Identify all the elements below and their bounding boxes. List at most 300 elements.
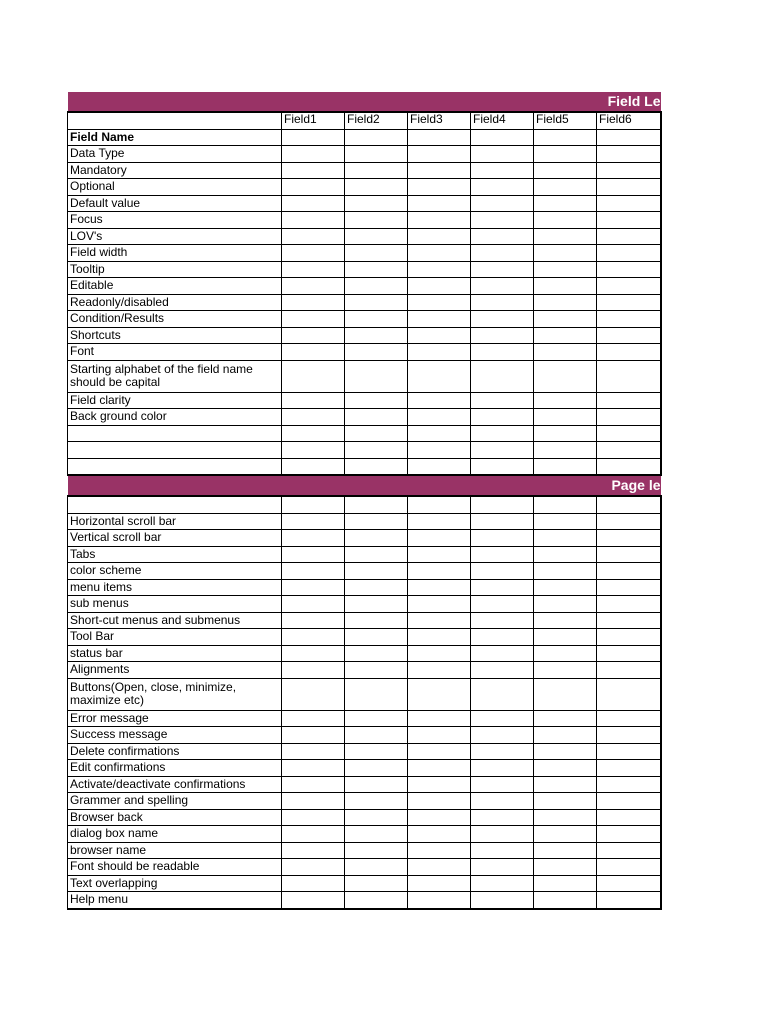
grid-cell[interactable] — [534, 311, 597, 328]
grid-cell[interactable] — [597, 496, 661, 513]
grid-cell[interactable] — [345, 678, 408, 710]
grid-cell[interactable] — [597, 760, 661, 777]
grid-cell[interactable] — [345, 842, 408, 859]
grid-cell[interactable] — [534, 596, 597, 613]
row-label-cell[interactable]: Editable — [68, 278, 282, 295]
row-label-cell[interactable]: sub menus — [68, 596, 282, 613]
row-label-cell[interactable]: Edit confirmations — [68, 760, 282, 777]
grid-cell[interactable] — [534, 629, 597, 646]
grid-cell[interactable] — [408, 776, 471, 793]
grid-cell[interactable] — [597, 344, 661, 361]
grid-cell[interactable] — [408, 278, 471, 295]
grid-cell[interactable] — [345, 360, 408, 392]
grid-cell[interactable] — [282, 760, 345, 777]
grid-cell[interactable] — [408, 245, 471, 262]
grid-cell[interactable] — [534, 458, 597, 475]
grid-cell[interactable] — [282, 261, 345, 278]
grid-cell[interactable] — [345, 496, 408, 513]
grid-cell[interactable] — [534, 859, 597, 876]
grid-cell[interactable] — [534, 195, 597, 212]
grid-cell[interactable] — [282, 162, 345, 179]
grid-cell[interactable] — [471, 645, 534, 662]
grid-cell[interactable] — [534, 579, 597, 596]
grid-cell[interactable] — [345, 146, 408, 163]
grid-cell[interactable] — [471, 129, 534, 146]
grid-cell[interactable] — [408, 327, 471, 344]
grid-cell[interactable] — [471, 612, 534, 629]
grid-cell[interactable] — [345, 612, 408, 629]
grid-cell[interactable] — [282, 727, 345, 744]
grid-cell[interactable] — [471, 710, 534, 727]
grid-cell[interactable] — [534, 212, 597, 229]
row-label-cell[interactable]: Activate/deactivate confirmations — [68, 776, 282, 793]
grid-cell[interactable] — [408, 294, 471, 311]
grid-cell[interactable] — [345, 662, 408, 679]
row-label-cell[interactable]: Back ground color — [68, 409, 282, 426]
grid-cell[interactable] — [408, 409, 471, 426]
grid-cell[interactable] — [471, 563, 534, 580]
grid-cell[interactable] — [345, 179, 408, 196]
grid-cell[interactable] — [408, 425, 471, 442]
row-label-cell[interactable]: Shortcuts — [68, 327, 282, 344]
grid-cell[interactable] — [408, 360, 471, 392]
grid-cell[interactable] — [408, 727, 471, 744]
grid-cell[interactable] — [345, 278, 408, 295]
row-label-cell[interactable]: Optional — [68, 179, 282, 196]
grid-cell[interactable] — [534, 327, 597, 344]
grid-cell[interactable] — [282, 563, 345, 580]
grid-cell[interactable] — [534, 228, 597, 245]
grid-cell[interactable] — [282, 776, 345, 793]
grid-cell[interactable] — [282, 245, 345, 262]
grid-cell[interactable] — [408, 228, 471, 245]
grid-cell[interactable] — [408, 793, 471, 810]
grid-cell[interactable] — [597, 327, 661, 344]
grid-cell[interactable] — [345, 793, 408, 810]
grid-cell[interactable] — [408, 826, 471, 843]
row-label-cell[interactable]: color scheme — [68, 563, 282, 580]
grid-cell[interactable] — [282, 179, 345, 196]
row-label-cell[interactable]: Default value — [68, 195, 282, 212]
field-header-5[interactable]: Field5 — [534, 112, 597, 129]
grid-cell[interactable] — [408, 760, 471, 777]
grid-cell[interactable] — [345, 392, 408, 409]
grid-cell[interactable] — [471, 245, 534, 262]
grid-cell[interactable] — [597, 458, 661, 475]
grid-cell[interactable] — [534, 826, 597, 843]
grid-cell[interactable] — [597, 278, 661, 295]
grid-cell[interactable] — [408, 809, 471, 826]
grid-cell[interactable] — [345, 629, 408, 646]
grid-cell[interactable] — [597, 546, 661, 563]
grid-cell[interactable] — [471, 392, 534, 409]
grid-cell[interactable] — [408, 129, 471, 146]
grid-cell[interactable] — [282, 793, 345, 810]
row-label-cell[interactable]: Horizontal scroll bar — [68, 513, 282, 530]
grid-cell[interactable] — [534, 612, 597, 629]
grid-cell[interactable] — [408, 458, 471, 475]
grid-cell[interactable] — [408, 179, 471, 196]
grid-cell[interactable] — [408, 612, 471, 629]
grid-cell[interactable] — [345, 727, 408, 744]
grid-cell[interactable] — [408, 859, 471, 876]
grid-cell[interactable] — [597, 793, 661, 810]
grid-cell[interactable] — [282, 212, 345, 229]
grid-cell[interactable] — [471, 629, 534, 646]
grid-cell[interactable] — [534, 875, 597, 892]
grid-cell[interactable] — [408, 563, 471, 580]
grid-cell[interactable] — [534, 743, 597, 760]
grid-cell[interactable] — [345, 327, 408, 344]
grid-cell[interactable] — [597, 809, 661, 826]
grid-cell[interactable] — [282, 294, 345, 311]
grid-cell[interactable] — [345, 409, 408, 426]
grid-cell[interactable] — [471, 146, 534, 163]
field-header-1[interactable]: Field1 — [282, 112, 345, 129]
grid-cell[interactable] — [597, 392, 661, 409]
grid-cell[interactable] — [282, 228, 345, 245]
row-label-cell[interactable] — [68, 496, 282, 513]
grid-cell[interactable] — [597, 842, 661, 859]
row-label-cell[interactable]: status bar — [68, 645, 282, 662]
grid-cell[interactable] — [282, 195, 345, 212]
grid-cell[interactable] — [345, 294, 408, 311]
grid-cell[interactable] — [471, 327, 534, 344]
grid-cell[interactable] — [534, 662, 597, 679]
field-header-4[interactable]: Field4 — [471, 112, 534, 129]
row-label-cell[interactable] — [68, 425, 282, 442]
grid-cell[interactable] — [408, 344, 471, 361]
grid-cell[interactable] — [471, 261, 534, 278]
grid-cell[interactable] — [282, 596, 345, 613]
grid-cell[interactable] — [282, 496, 345, 513]
grid-cell[interactable] — [282, 678, 345, 710]
field-header-2[interactable]: Field2 — [345, 112, 408, 129]
grid-cell[interactable] — [597, 678, 661, 710]
grid-cell[interactable] — [534, 727, 597, 744]
row-label-cell[interactable]: Browser back — [68, 809, 282, 826]
grid-cell[interactable] — [471, 442, 534, 459]
grid-cell[interactable] — [471, 760, 534, 777]
grid-cell[interactable] — [534, 809, 597, 826]
grid-cell[interactable] — [345, 442, 408, 459]
grid-cell[interactable] — [408, 662, 471, 679]
grid-cell[interactable] — [282, 278, 345, 295]
grid-cell[interactable] — [534, 245, 597, 262]
grid-cell[interactable] — [471, 212, 534, 229]
row-label-cell[interactable]: Short-cut menus and submenus — [68, 612, 282, 629]
grid-cell[interactable] — [597, 710, 661, 727]
grid-cell[interactable] — [345, 425, 408, 442]
grid-cell[interactable] — [597, 311, 661, 328]
row-label-cell[interactable]: Readonly/disabled — [68, 294, 282, 311]
grid-cell[interactable] — [408, 442, 471, 459]
grid-cell[interactable] — [408, 146, 471, 163]
grid-cell[interactable] — [597, 579, 661, 596]
grid-cell[interactable] — [597, 179, 661, 196]
grid-cell[interactable] — [282, 743, 345, 760]
grid-cell[interactable] — [597, 162, 661, 179]
grid-cell[interactable] — [471, 743, 534, 760]
grid-cell[interactable] — [345, 195, 408, 212]
grid-cell[interactable] — [597, 563, 661, 580]
row-label-cell[interactable]: Vertical scroll bar — [68, 530, 282, 547]
row-label-cell[interactable]: Field clarity — [68, 392, 282, 409]
row-label-cell[interactable]: Tool Bar — [68, 629, 282, 646]
grid-cell[interactable] — [597, 629, 661, 646]
grid-cell[interactable] — [471, 294, 534, 311]
grid-cell[interactable] — [471, 425, 534, 442]
grid-cell[interactable] — [345, 212, 408, 229]
grid-cell[interactable] — [408, 212, 471, 229]
grid-cell[interactable] — [282, 409, 345, 426]
row-label-cell[interactable]: Data Type — [68, 146, 282, 163]
row-label-cell[interactable] — [68, 442, 282, 459]
grid-cell[interactable] — [408, 496, 471, 513]
row-label-cell[interactable]: Font should be readable — [68, 859, 282, 876]
grid-cell[interactable] — [471, 678, 534, 710]
grid-cell[interactable] — [408, 311, 471, 328]
grid-cell[interactable] — [471, 842, 534, 859]
grid-cell[interactable] — [534, 530, 597, 547]
row-label-cell[interactable]: menu items — [68, 579, 282, 596]
field-header-6[interactable]: Field6 — [597, 112, 661, 129]
grid-cell[interactable] — [597, 294, 661, 311]
grid-cell[interactable] — [471, 892, 534, 909]
grid-cell[interactable] — [345, 826, 408, 843]
grid-cell[interactable] — [282, 662, 345, 679]
grid-cell[interactable] — [534, 392, 597, 409]
grid-cell[interactable] — [282, 458, 345, 475]
row-label-cell[interactable]: Tooltip — [68, 261, 282, 278]
grid-cell[interactable] — [345, 596, 408, 613]
grid-cell[interactable] — [597, 409, 661, 426]
grid-cell[interactable] — [345, 743, 408, 760]
grid-cell[interactable] — [345, 530, 408, 547]
grid-cell[interactable] — [597, 228, 661, 245]
grid-cell[interactable] — [534, 496, 597, 513]
grid-cell[interactable] — [282, 327, 345, 344]
row-label-cell[interactable]: Alignments — [68, 662, 282, 679]
grid-cell[interactable] — [282, 612, 345, 629]
grid-cell[interactable] — [534, 776, 597, 793]
grid-cell[interactable] — [345, 776, 408, 793]
grid-cell[interactable] — [597, 425, 661, 442]
grid-cell[interactable] — [534, 261, 597, 278]
grid-cell[interactable] — [345, 513, 408, 530]
grid-cell[interactable] — [597, 442, 661, 459]
grid-cell[interactable] — [345, 859, 408, 876]
grid-cell[interactable] — [345, 645, 408, 662]
grid-cell[interactable] — [597, 129, 661, 146]
row-label-cell[interactable]: Field width — [68, 245, 282, 262]
grid-cell[interactable] — [282, 809, 345, 826]
grid-cell[interactable] — [471, 875, 534, 892]
grid-cell[interactable] — [597, 261, 661, 278]
row-label-cell[interactable]: Starting alphabet of the field name should be capital — [68, 360, 282, 392]
grid-cell[interactable] — [408, 629, 471, 646]
grid-cell[interactable] — [345, 892, 408, 909]
grid-cell[interactable] — [471, 195, 534, 212]
row-label-cell[interactable]: LOV's — [68, 228, 282, 245]
grid-cell[interactable] — [471, 546, 534, 563]
grid-cell[interactable] — [282, 579, 345, 596]
grid-cell[interactable] — [534, 760, 597, 777]
grid-cell[interactable] — [408, 530, 471, 547]
grid-cell[interactable] — [408, 743, 471, 760]
grid-cell[interactable] — [408, 261, 471, 278]
grid-cell[interactable] — [345, 245, 408, 262]
grid-cell[interactable] — [597, 875, 661, 892]
grid-cell[interactable] — [471, 727, 534, 744]
row-label-cell[interactable]: Mandatory — [68, 162, 282, 179]
grid-cell[interactable] — [345, 162, 408, 179]
grid-cell[interactable] — [471, 809, 534, 826]
grid-cell[interactable] — [534, 162, 597, 179]
grid-cell[interactable] — [345, 710, 408, 727]
grid-cell[interactable] — [597, 530, 661, 547]
row-label-cell[interactable]: dialog box name — [68, 826, 282, 843]
grid-cell[interactable] — [408, 513, 471, 530]
row-label-cell[interactable]: Field Name — [68, 129, 282, 146]
grid-cell[interactable] — [534, 425, 597, 442]
grid-cell[interactable] — [345, 228, 408, 245]
row-label-cell[interactable]: Text overlapping — [68, 875, 282, 892]
grid-cell[interactable] — [597, 360, 661, 392]
header-label-cell[interactable] — [68, 112, 282, 129]
row-label-cell[interactable]: Condition/Results — [68, 311, 282, 328]
grid-cell[interactable] — [282, 859, 345, 876]
grid-cell[interactable] — [534, 360, 597, 392]
grid-cell[interactable] — [345, 129, 408, 146]
grid-cell[interactable] — [345, 760, 408, 777]
grid-cell[interactable] — [597, 612, 661, 629]
row-label-cell[interactable]: Focus — [68, 212, 282, 229]
grid-cell[interactable] — [345, 344, 408, 361]
grid-cell[interactable] — [345, 875, 408, 892]
grid-cell[interactable] — [282, 892, 345, 909]
grid-cell[interactable] — [282, 645, 345, 662]
grid-cell[interactable] — [534, 563, 597, 580]
grid-cell[interactable] — [282, 129, 345, 146]
grid-cell[interactable] — [282, 530, 345, 547]
grid-cell[interactable] — [471, 458, 534, 475]
grid-cell[interactable] — [471, 344, 534, 361]
grid-cell[interactable] — [282, 146, 345, 163]
grid-cell[interactable] — [597, 195, 661, 212]
grid-cell[interactable] — [471, 409, 534, 426]
grid-cell[interactable] — [471, 311, 534, 328]
grid-cell[interactable] — [534, 513, 597, 530]
grid-cell[interactable] — [345, 311, 408, 328]
grid-cell[interactable] — [282, 513, 345, 530]
grid-cell[interactable] — [345, 458, 408, 475]
grid-cell[interactable] — [408, 678, 471, 710]
field-header-3[interactable]: Field3 — [408, 112, 471, 129]
grid-cell[interactable] — [471, 776, 534, 793]
grid-cell[interactable] — [471, 826, 534, 843]
grid-cell[interactable] — [471, 360, 534, 392]
grid-cell[interactable] — [471, 179, 534, 196]
grid-cell[interactable] — [282, 360, 345, 392]
grid-cell[interactable] — [282, 629, 345, 646]
grid-cell[interactable] — [408, 392, 471, 409]
grid-cell[interactable] — [471, 596, 534, 613]
grid-cell[interactable] — [534, 146, 597, 163]
grid-cell[interactable] — [471, 859, 534, 876]
grid-cell[interactable] — [597, 662, 661, 679]
grid-cell[interactable] — [471, 662, 534, 679]
grid-cell[interactable] — [471, 793, 534, 810]
grid-cell[interactable] — [345, 809, 408, 826]
grid-cell[interactable] — [534, 409, 597, 426]
grid-cell[interactable] — [408, 710, 471, 727]
grid-cell[interactable] — [408, 162, 471, 179]
grid-cell[interactable] — [408, 596, 471, 613]
row-label-cell[interactable]: browser name — [68, 842, 282, 859]
grid-cell[interactable] — [534, 793, 597, 810]
grid-cell[interactable] — [282, 875, 345, 892]
row-label-cell[interactable]: Buttons(Open, close, minimize, maximize etc) — [68, 678, 282, 710]
row-label-cell[interactable]: Delete confirmations — [68, 743, 282, 760]
grid-cell[interactable] — [471, 496, 534, 513]
grid-cell[interactable] — [534, 179, 597, 196]
grid-cell[interactable] — [408, 546, 471, 563]
grid-cell[interactable] — [408, 645, 471, 662]
row-label-cell[interactable] — [68, 458, 282, 475]
grid-cell[interactable] — [282, 311, 345, 328]
grid-cell[interactable] — [408, 892, 471, 909]
grid-cell[interactable] — [597, 776, 661, 793]
row-label-cell[interactable]: Help menu — [68, 892, 282, 909]
grid-cell[interactable] — [534, 678, 597, 710]
grid-cell[interactable] — [282, 344, 345, 361]
grid-cell[interactable] — [282, 392, 345, 409]
grid-cell[interactable] — [534, 842, 597, 859]
row-label-cell[interactable]: Error message — [68, 710, 282, 727]
grid-cell[interactable] — [597, 727, 661, 744]
grid-cell[interactable] — [471, 162, 534, 179]
grid-cell[interactable] — [534, 442, 597, 459]
grid-cell[interactable] — [408, 842, 471, 859]
grid-cell[interactable] — [345, 563, 408, 580]
grid-cell[interactable] — [534, 546, 597, 563]
grid-cell[interactable] — [408, 875, 471, 892]
grid-cell[interactable] — [282, 442, 345, 459]
grid-cell[interactable] — [282, 842, 345, 859]
grid-cell[interactable] — [534, 129, 597, 146]
grid-cell[interactable] — [471, 530, 534, 547]
grid-cell[interactable] — [408, 579, 471, 596]
grid-cell[interactable] — [597, 146, 661, 163]
grid-cell[interactable] — [534, 892, 597, 909]
grid-cell[interactable] — [345, 579, 408, 596]
row-label-cell[interactable]: Success message — [68, 727, 282, 744]
row-label-cell[interactable]: Tabs — [68, 546, 282, 563]
grid-cell[interactable] — [534, 645, 597, 662]
grid-cell[interactable] — [534, 294, 597, 311]
grid-cell[interactable] — [345, 261, 408, 278]
grid-cell[interactable] — [597, 892, 661, 909]
grid-cell[interactable] — [534, 710, 597, 727]
grid-cell[interactable] — [471, 513, 534, 530]
grid-cell[interactable] — [282, 826, 345, 843]
grid-cell[interactable] — [597, 859, 661, 876]
grid-cell[interactable] — [471, 579, 534, 596]
grid-cell[interactable] — [597, 743, 661, 760]
grid-cell[interactable] — [534, 344, 597, 361]
grid-cell[interactable] — [597, 645, 661, 662]
